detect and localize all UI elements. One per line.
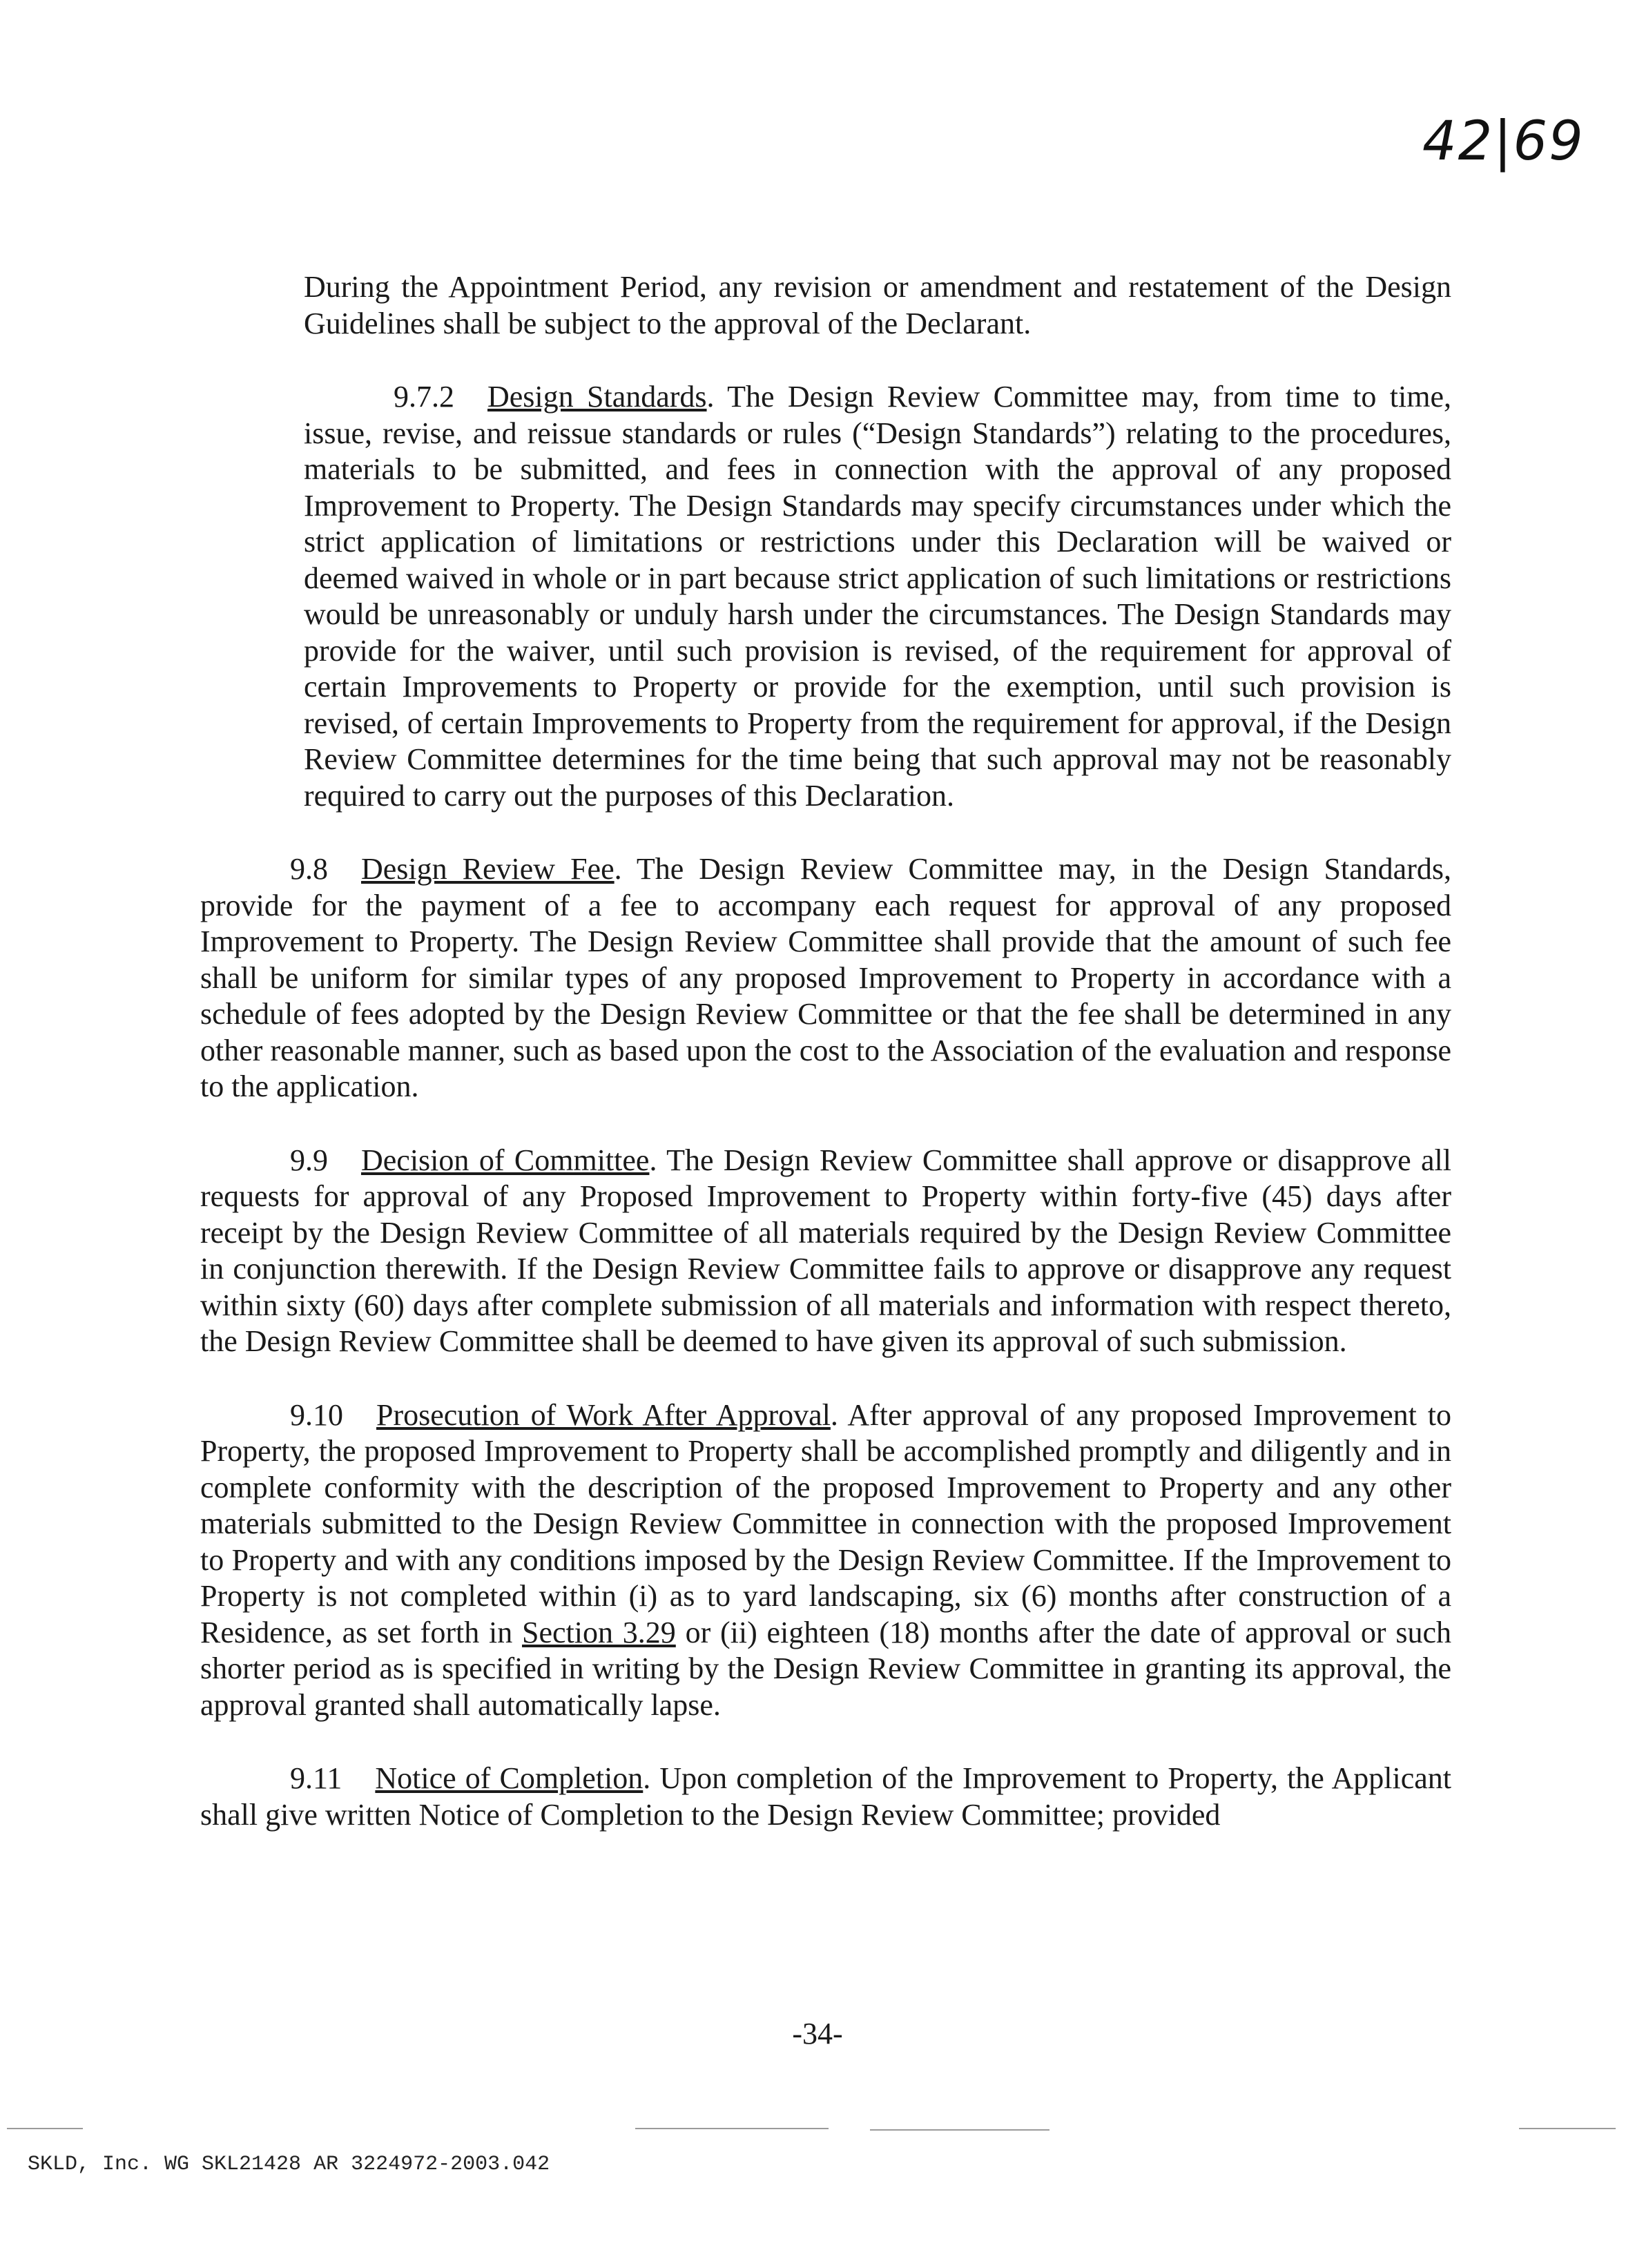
- scan-artifact: [635, 2128, 829, 2129]
- section-number: 9.7.2: [394, 380, 454, 414]
- page-number: -34-: [792, 2017, 843, 2051]
- scan-artifact: [1519, 2128, 1616, 2129]
- section-number: 9.8: [290, 852, 328, 886]
- section-9-10: 9.10 Prosecution of Work After Approval. After approval of any proposed Improvement to Property, the proposed Improvement to Property shall be accomplished promptly and diligently and in complete conformity with the description of the proposed Improvement to Property and any other materials submitted to the Design Review Committee in connection with the proposed Improvement to Property and with any conditions imposed by the Design Review Committee. If the Improvement to Property is not completed within (i) as to yard landscaping, six (6) months after construction of a Residence, as set forth in Section 3.29 or (ii) eighteen (18) months after the date of approval or such shorter period as is specified in writing by the Design Review Committee in granting its approval, the approval granted shall automatically lapse.: [200, 1397, 1451, 1722]
- section-body: The Design Review Committee shall approve or disapprove all requests for approval of any Proposed Improvement to Property within forty-five (45) days after receipt by the Design Review Committee of all materials required by the Design Review Committee in conjunction therewith. If the Design Review Committee fails to approve or disapprove any request within sixty (60) days after complete submission of all materials and information with respect thereto, the Design Review Committee shall be deemed to have given its approval of such submission.: [200, 1143, 1451, 1358]
- section-heading: Design Review Fee: [361, 852, 615, 886]
- section-body: After approval of any proposed Improvement to Property, the proposed Improvement to Property shall be accomplished promptly and diligently and in complete conformity with the description of the proposed Improvement to Property and any other materials submitted to the Design Review Committee in connection with the proposed Improvement to Property and with any conditions imposed by the Design Review Committee. If the Improvement to Property is not completed within (i) as to yard landscaping, six (6) months after construction of a Residence, as set forth in: [200, 1397, 1451, 1649]
- section-9-11: 9.11 Notice of Completion. Upon completion of the Improvement to Property, the Applicant shall give written Notice of Completion to the Design Review Committee; provided: [200, 1761, 1452, 1832]
- section-9-9: 9.9 Decision of Committee. The Design Review Committee shall approve or disapprove all requests for approval of any Proposed Improvement to Property within forty-five (45) days after receipt by the Design Review Committee of all materials required by the Design Review Committee in conjunction therewith. If the Design Review Committee fails to approve or disapprove any request within sixty (60) days after complete submission of all materials and information with respect thereto, the Design Review Committee shall be deemed to have given its approval of such submission.: [200, 1143, 1451, 1358]
- section-number: 9.10: [290, 1397, 343, 1432]
- section-number: 9.11: [290, 1761, 342, 1795]
- section-heading: Design Standards: [487, 380, 707, 414]
- section-9-8: 9.8 Design Review Fee. The Design Review Committee may, in the Design Standards, provide for the payment of a fee to accompany each request for approval of any proposed Improvement to Property. The Design Review Committee shall provide that the amount of such fee shall be uniform for similar types of any proposed Improvement to Property in accordance with a schedule of fees adopted by the Design Review Committee or that the fee shall be determined in any other reasonable manner, such as based upon the cost to the Association of the evaluation and response to the application.: [200, 852, 1451, 1103]
- scan-artifact: [7, 2128, 83, 2129]
- section-heading: Notice of Completion: [375, 1761, 644, 1795]
- bates-footer: SKLD, Inc. WG SKL21428 AR 3224972-2003.042: [28, 2153, 550, 2176]
- document-body: [200, 269, 1451, 1870]
- section-body: The Design Review Committee may, in the Design Standards, provide for the payment of a fee to accompany each request for approval of any proposed Improvement to Property. The Design Review Committee shall provide that the amount of such fee shall be uniform for similar types of any proposed Improvement to Property in accordance with a schedule of fees adopted by the Design Review Committee or that the fee shall be determined in any other reasonable manner, such as based upon the cost to the Association of the evaluation and response to the application.: [200, 852, 1451, 1103]
- section-9-7-2: 9.7.2 Design Standards. The Design Review Committee may, from time to time, issue, revise, and reissue standards or rules (“Design Standards”) relating to the procedures, materials to be submitted, and fees in connection with the approval of any proposed Improvement to Property. The Design Standards may specify circumstances under which the strict application of limitations or restrictions under this Declaration will be waived or deemed waived in whole or in part because strict application of such limitations or restrictions would be unreasonably or unduly harsh under the circumstances. The Design Standards may provide for the waiver, until such provision is revised, of the requirement for approval of certain Improvements to Property or provide for the exemption, until such provision is revised, of certain Improvements to Property from the requirement for approval, if the Design Review Committee determines for the time being that such approval may not be reasonably required to carry out the purposes of this Declaration.: [304, 380, 1451, 813]
- scan-artifact: [870, 2129, 1049, 2131]
- section-body: Upon completion of the Improvement to Property, the Applicant shall give written Notice of Completion to the Design Review Committee; provided: [200, 1761, 1452, 1832]
- section-heading: Decision of Committee: [361, 1143, 650, 1177]
- section-body: The Design Review Committee may, from time to time, issue, revise, and reissue standards or rules (“Design Standards”) relating to the procedures, materials to be submitted, and fees in connection with the approval of any proposed Improvement to Property. The Design Standards may specify circumstances under which the strict application of limitations or restrictions under this Declaration will be waived or deemed waived in whole or in part because strict application of such limitations or restrictions would be unreasonably or unduly harsh under the circumstances. The Design Standards may provide for the waiver, until such provision is revised, of the requirement for approval of certain Improvements to Property or provide for the exemption, until such provision is revised, of certain Improvements to Property from the requirement for approval, if the Design Review Committee determines for the time being that such approval may not be reasonably required to carry out the purposes of this Declaration.: [304, 380, 1451, 813]
- section-body-continued: or (ii) eighteen (18) months after the date of approval or such shorter period as is specified in writing by the Design Review Committee in granting its approval, the approval granted shall automatically lapse.: [200, 1615, 1451, 1722]
- section-cross-reference: Section 3.29: [522, 1615, 676, 1649]
- section-number: 9.9: [290, 1143, 328, 1177]
- section-heading: Prosecution of Work After Approval: [376, 1397, 831, 1432]
- handwritten-page-note: 42|69: [1422, 110, 1585, 173]
- intro-paragraph: During the Appointment Period, any revision or amendment and restatement of the Design Guidelines shall be subject to the approval of the Declarant.: [304, 270, 1451, 340]
